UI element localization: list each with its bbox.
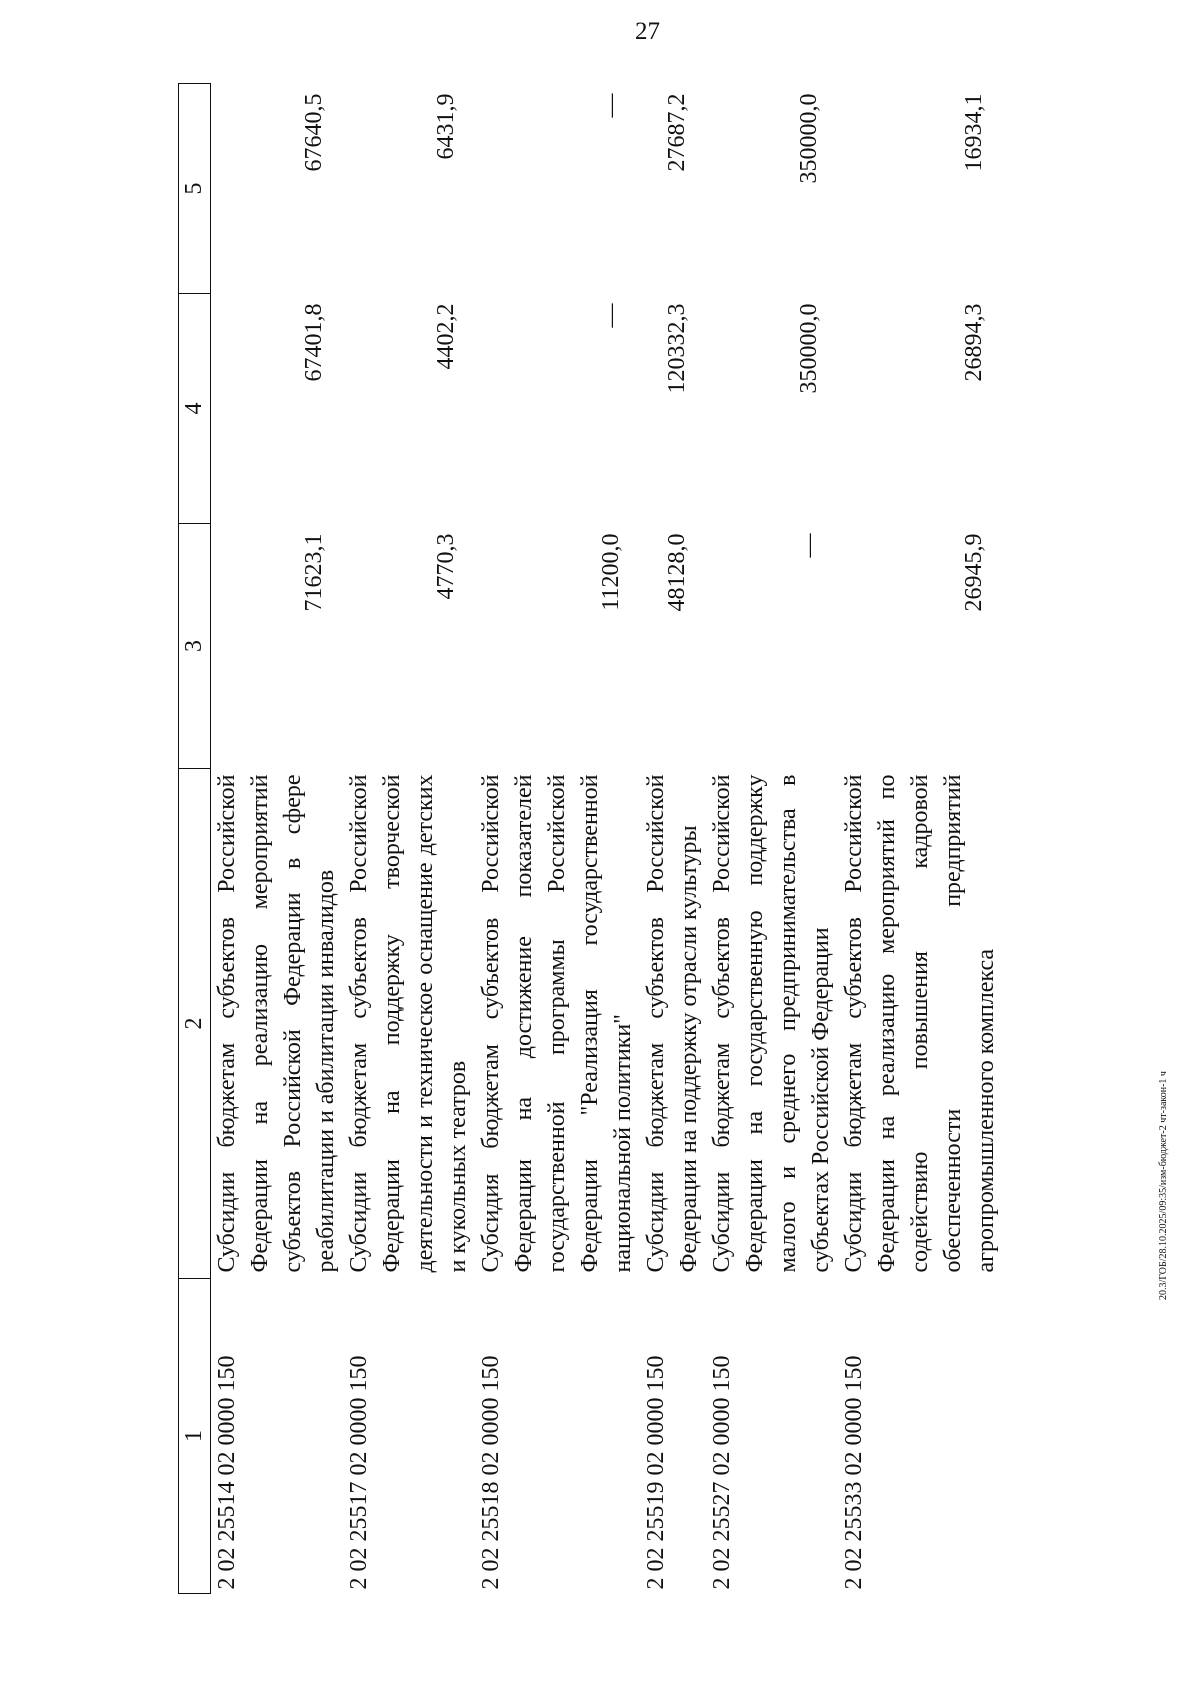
table-header <box>179 84 211 1594</box>
amount-col4-cell: 67401,8 <box>301 303 327 382</box>
amount-col5-cell: 27687,2 <box>664 93 690 172</box>
column-header-5: 5 <box>179 84 211 294</box>
description-cell: Субсидии бюджетам субъектов Российской Федерации на реализацию мероприятий субъектов Российской Федерации в сфере реабилитации и абилитации инвалидов <box>214 774 339 1273</box>
column-header-3: 3 <box>179 524 211 769</box>
table-row <box>211 84 344 1594</box>
amount-col3-cell: 71623,1 <box>301 533 327 612</box>
budget-code-cell: 2 02 25533 02 0000 150 <box>841 1355 867 1590</box>
column-header-1: 1 <box>179 1279 211 1594</box>
table-row <box>343 84 475 1594</box>
amount-col5-cell: — <box>598 93 624 118</box>
description-cell: Субсидии бюджетам субъектов Российской Федерации на поддержку отрасли культуры <box>643 774 702 1273</box>
description-cell: Субсидия бюджетам субъектов Российской Федерации на достижение показателей государственной программы Российской Федерации "Реализация государственной национальной политики" <box>478 774 636 1273</box>
budget-code-cell: 2 02 25519 02 0000 150 <box>643 1355 669 1590</box>
amount-col5-cell: 350000,0 <box>796 93 822 184</box>
amount-col4-cell: — <box>598 303 624 328</box>
document-footer-code: 20.3/ГОБ/28.10.2025/09:35/изм-бюджет-2 чт-закон-1 ч <box>1158 1071 1169 1300</box>
amount-col4-cell: 4402,2 <box>433 303 459 370</box>
table-header-row <box>179 84 211 1594</box>
budget-code-cell: 2 02 25517 02 0000 150 <box>346 1355 372 1590</box>
page-number: 27 <box>635 18 660 45</box>
description-cell: Субсидии бюджетам субъектов Российской Федерации на реализацию мероприятий по содействию повышения кадровой обеспеченности предприятий агропромышленного комплекса <box>841 774 999 1273</box>
budget-table <box>178 83 1003 1594</box>
amount-col5-cell: 16934,1 <box>961 93 987 172</box>
amount-col5-cell: 67640,5 <box>301 93 327 172</box>
description-cell: Субсидии бюджетам субъектов Российской Федерации на поддержку творческой деятельности и техническое оснащение детских и кукольных театров <box>346 774 471 1273</box>
table-row <box>706 84 838 1594</box>
budget-table-container <box>178 84 1003 1594</box>
amount-col5-cell: 6431,9 <box>433 93 459 160</box>
budget-code-cell: 2 02 25527 02 0000 150 <box>709 1355 735 1590</box>
column-header-4: 4 <box>179 294 211 524</box>
amount-col4-cell: 350000,0 <box>796 303 822 394</box>
budget-code-cell: 2 02 25518 02 0000 150 <box>478 1355 504 1590</box>
table-body <box>211 84 1004 1594</box>
amount-col4-cell: 120332,3 <box>664 303 690 394</box>
amount-col3-cell: 11200,0 <box>598 533 624 611</box>
amount-col3-cell: 4770,3 <box>433 533 459 600</box>
column-header-2: 2 <box>179 769 211 1279</box>
description-cell: Субсидии бюджетам субъектов Российской Федерации на государственную поддержку малого и среднего предпринимательства в субъектах Российской Федерации <box>709 774 834 1273</box>
amount-col3-cell: 48128,0 <box>664 533 690 612</box>
budget-code-cell: 2 02 25514 02 0000 150 <box>214 1355 240 1590</box>
amount-col4-cell: 26894,3 <box>961 303 987 382</box>
amount-col3-cell: — <box>796 533 822 558</box>
table-row <box>475 84 640 1594</box>
table-row <box>838 84 1003 1594</box>
table-row <box>640 84 706 1594</box>
amount-col3-cell: 26945,9 <box>961 533 987 612</box>
